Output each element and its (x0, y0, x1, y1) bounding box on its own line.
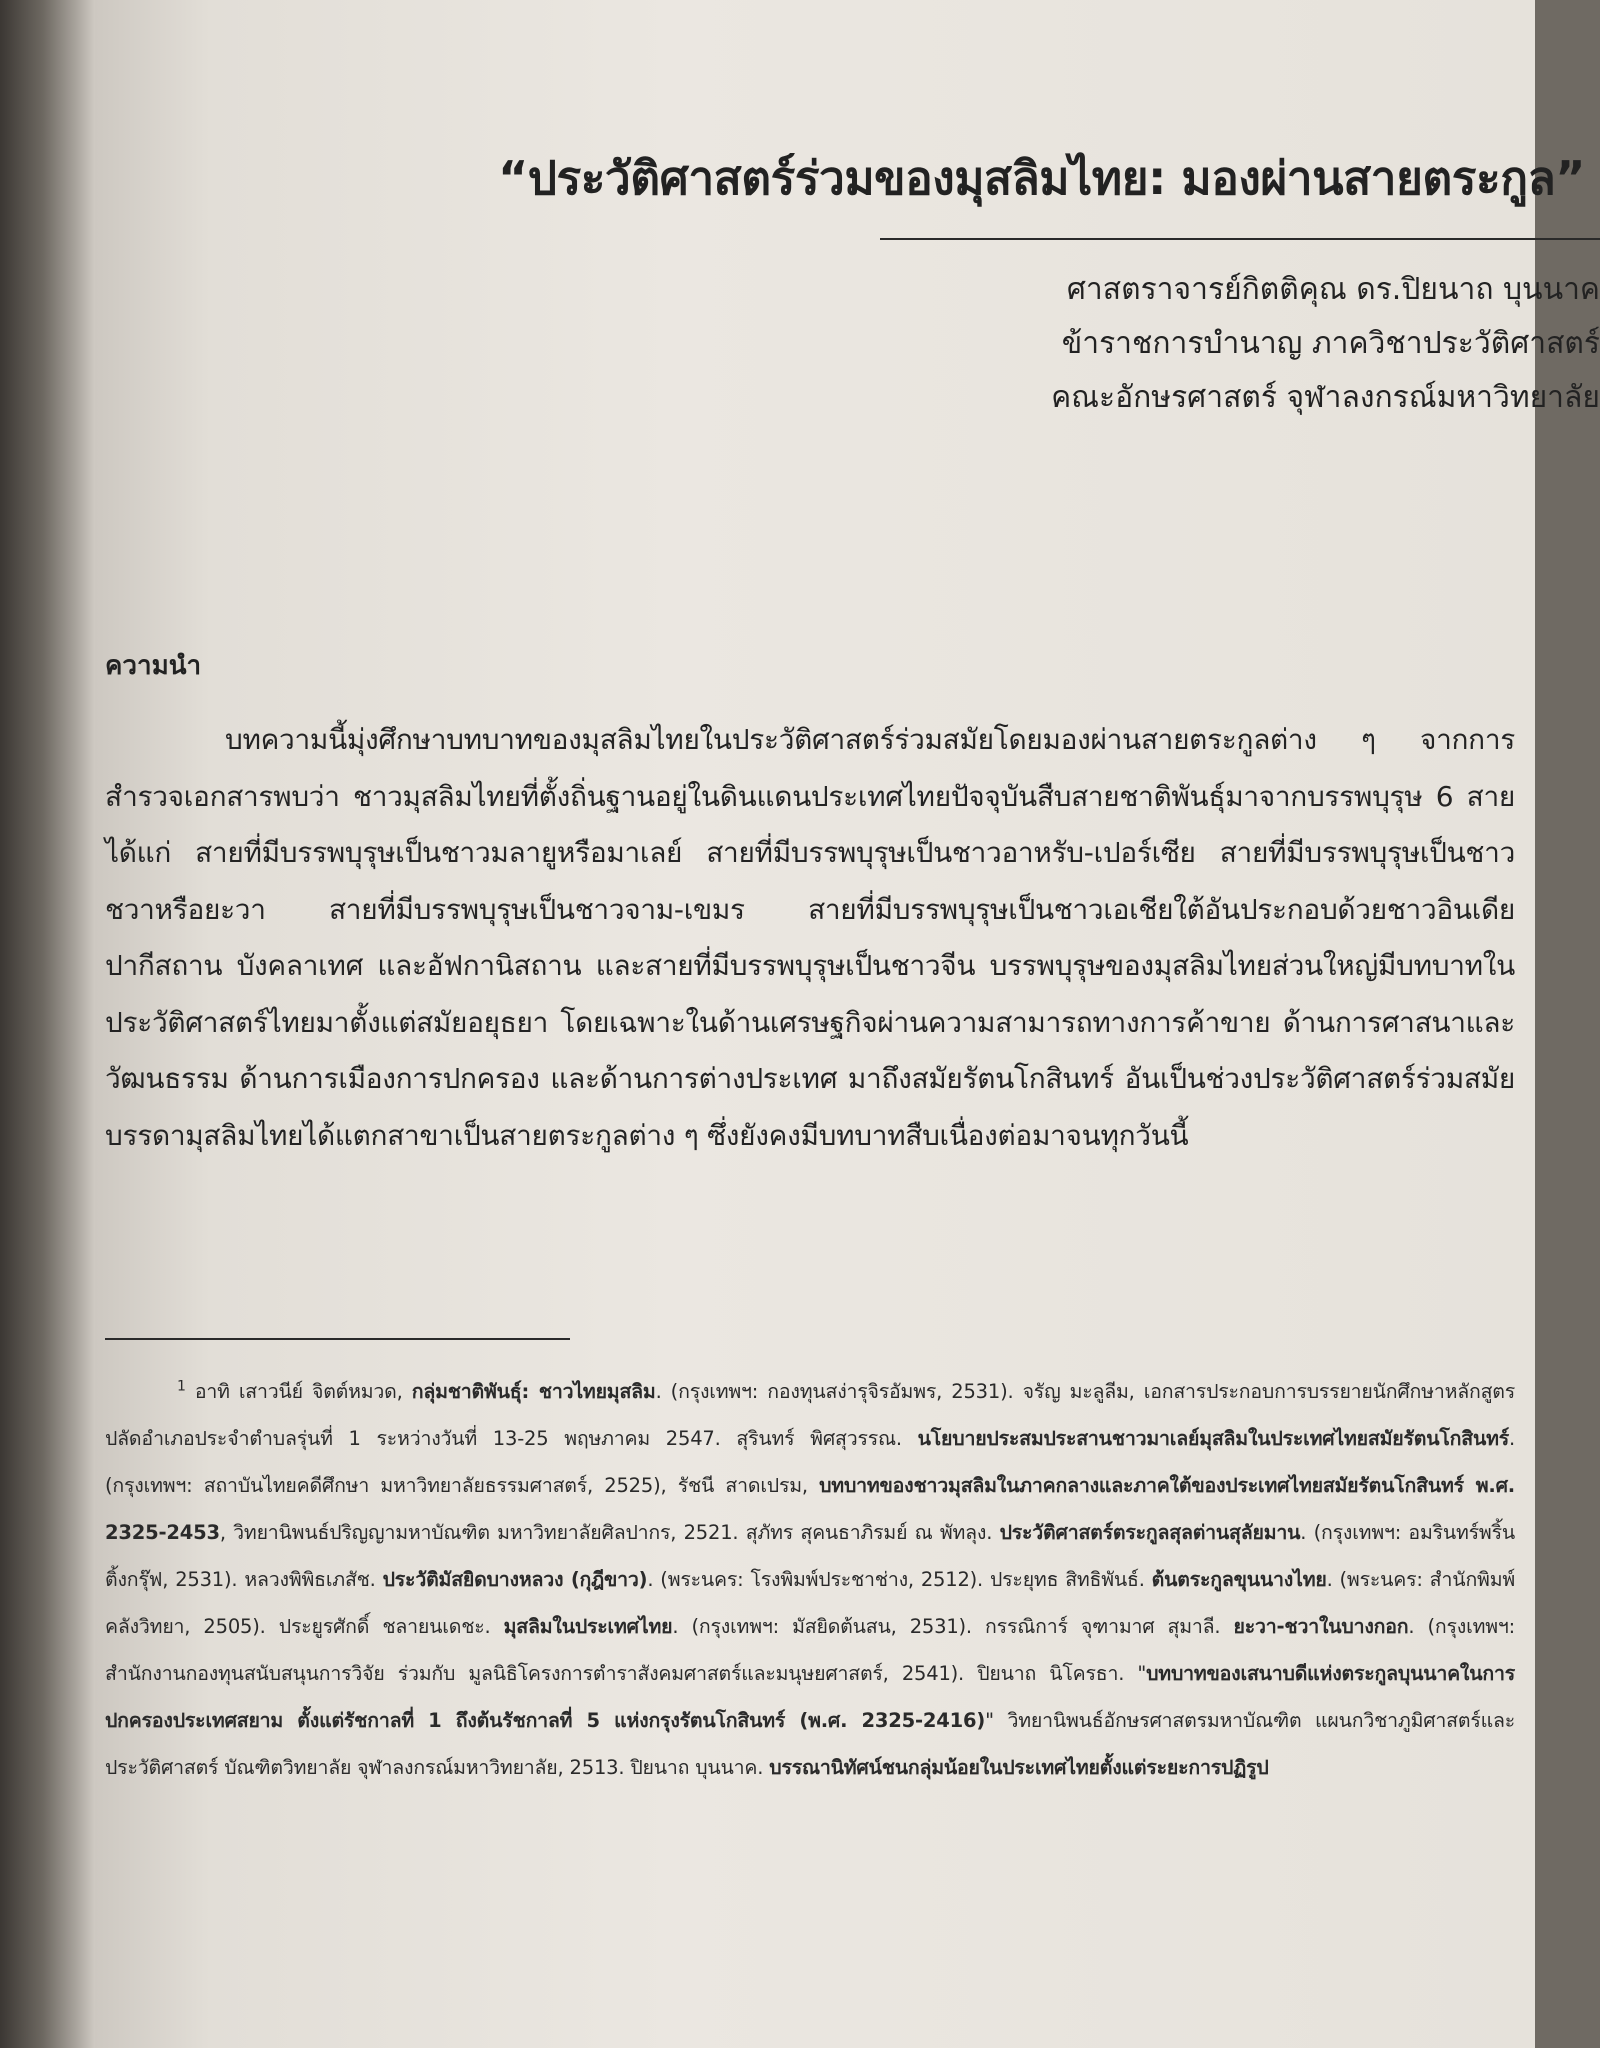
footnote-citation-title: บทบาทของเสนาบดีแห่งตระกูลบุนนาคในการปกครองประเทศสยาม ตั้งแต่รัชกาลที่ 1 ถึงต้นรัชกาลที่ 5 แห่งกรุงรัตนโกสินทร์ (พ.ศ. 2325-2416) (105, 1662, 1515, 1732)
author-affiliation-line: คณะอักษรศาสตร์ จุฬาลงกรณ์มหาวิทยาลัย (1051, 380, 1600, 415)
footnote-citation-title: ประวัติศาสตร์ตระกูลสุลต่านสุลัยมาน (999, 1521, 1301, 1544)
footnote-rule (105, 1338, 570, 1340)
footnote-citation-text: อาทิ เสาวนีย์ จิตต์หมวด, (194, 1380, 412, 1403)
article-title: “ประวัติศาสตร์ร่วมของมุสลิมไทย: มองผ่านสายตระกูล” (498, 151, 1585, 205)
author-position-line: ข้าราชการบำนาญ ภาควิชาประวัติศาสตร์ (1061, 326, 1600, 361)
footnote-citation-text: . (กรุงเทพฯ: กองทุนสง่ารุจิรอัมพร, 2531). จรัญ มะลูลีม, เอกสารประกอบการบรรยายนักศึกษาหลักสูตรปลัดอำเภอประจำตำบลรุ่นที่ 1 ระหว่างวันที่ 13-25 พฤษภาคม 2547. สุรินทร์ พิศสุวรรณ. (105, 1380, 1516, 1450)
footnote-citation-title: บทบาทของชาวมุสลิมในภาคกลางและภาคใต้ของประเทศไทยสมัยรัตนโกสินทร์ พ.ศ. 2325-2453 (105, 1474, 1515, 1544)
footnote-citation-text: . (กรุงเทพฯ: มัสยิดต้นสน, 2531). กรรณิการ์ จุฑามาศ สุมาลี. (672, 1615, 1234, 1638)
author-name-line: ศาสตราจารย์กิตติคุณ ดร.ปิยนาถ บุนนาค (1066, 272, 1600, 307)
footnote-citation-text: . (กรุงเทพฯ: สำนักงานกองทุนสนับสนุนการวิจัย ร่วมกับ มูลนิธิโครงการตำราสังคมศาสตร์และมนุษยศาสตร์, 2541). ปิยนาถ นิโครธา. " (105, 1615, 1516, 1685)
footnote-citation-title: ประวัติมัสยิดบางหลวง (กุฎีขาว) (382, 1568, 648, 1591)
footnote-body (105, 1380, 1515, 1779)
footnote-citation-title: กลุ่มชาติพันธุ์: ชาวไทยมุสลิม (411, 1380, 656, 1403)
book-spine-shadow (0, 0, 95, 2048)
footnote-citation-text: . (กรุงเทพฯ: อมรินทร์พริ้นติ้งกรุ๊ฟ, 2531). หลวงพิพิธเภสัช. (105, 1521, 1515, 1591)
footnote-citation-title: มุสลิมในประเทศไทย (503, 1615, 673, 1638)
footnote-citation-text: " วิทยานิพนธ์อักษรศาสตรมหาบัณฑิต แผนกวิชาภูมิศาสตร์และประวัติศาสตร์ บัณฑิตวิทยาลัย จุฬาลงกรณ์มหาวิทยาลัย, 2513. ปิยนาถ บุนนาค. (105, 1709, 1515, 1779)
footnote (105, 1368, 1515, 1791)
footnote-citation-text: . (พระนคร: สำนักพิมพ์คลังวิทยา, 2505). ประยูรศักดิ์ ชลายนเดชะ. (105, 1568, 1516, 1638)
title-rule (880, 238, 1600, 240)
footnote-citation-text: . (พระนคร: โรงพิมพ์ประชาช่าง, 2512). ประยุทธ สิทธิพันธ์. (647, 1568, 1152, 1591)
footnote-citation-text: . (กรุงเทพฯ: สถาบันไทยคดีศึกษา มหาวิทยาลัยธรรมศาสตร์, 2525), รัชนี สาดเปรม, (105, 1427, 1515, 1497)
book-page (95, 0, 1600, 2048)
footnote-citation-title: บรรณานิทัศน์ชนกลุ่มน้อยในประเทศไทยตั้งแต่ระยะการปฏิรูป (769, 1756, 1269, 1779)
footnote-citation-title: นโยบายประสมประสานชาวมาเลย์มุสลิมในประเทศไทยสมัยรัตนโกสินทร์ (917, 1427, 1509, 1450)
intro-paragraph: บทความนี้มุ่งศึกษาบทบาทของมุสลิมไทยในประวัติศาสตร์ร่วมสมัยโดยมองผ่านสายตระกูลต่าง ๆ จากการสำรวจเอกสารพบว่า ชาวมุสลิมไทยที่ตั้งถิ่นฐานอยู่ในดินแดนประเทศไทยปัจจุบันสืบสายชาติพันธุ์มาจากบรรพบุรุษ 6 สาย ได้แก่ สายที่มีบรรพบุรุษเป็นชาวมลายูหรือมาเลย์ สายที่มีบรรพบุรุษเป็นชาวอาหรับ-เปอร์เซีย สายที่มีบรรพบุรุษเป็นชาวชวาหรือยะวา สายที่มีบรรพบุรุษเป็นชาวจาม-เขมร สายที่มีบรรพบุรุษเป็นชาวเอเชียใต้อันประกอบด้วยชาวอินเดีย ปากีสถาน บังคลาเทศ และอัฟกานิสถาน และสายที่มีบรรพบุรุษเป็นชาวจีน บรรพบุรุษของมุสลิมไทยส่วนใหญ่มีบทบาทในประวัติศาสตร์ไทยมาตั้งแต่สมัยอยุธยา โดยเฉพาะในด้านเศรษฐกิจผ่านความสามารถทางการค้าขาย ด้านการศาสนาและวัฒนธรรม ด้านการเมืองการปกครอง และด้านการต่างประเทศ มาถึงสมัยรัตนโกสินทร์ อันเป็นช่วงประวัติศาสตร์ร่วมสมัยบรรดามุสลิมไทยได้แตกสาขาเป็นสายตระกูลต่าง ๆ ซึ่งยังคงมีบทบาทสืบเนื่องต่อมาจนทุกวันนี้ (105, 723, 1515, 1152)
footnote-citation-text: , วิทยานิพนธ์ปริญญามหาบัณฑิต มหาวิทยาลัยศิลปากร, 2521. สุภัทร สุคนธาภิรมย์ ณ พัทลุง. (219, 1521, 1000, 1544)
footnote-marker: 1 (177, 1378, 186, 1395)
footnote-citation-title: ต้นตระกูลขุนนางไทย (1151, 1568, 1327, 1591)
section-heading: ความนำ (105, 651, 202, 681)
footnote-citation-title: ยะวา-ชวาในบางกอก (1233, 1615, 1409, 1638)
